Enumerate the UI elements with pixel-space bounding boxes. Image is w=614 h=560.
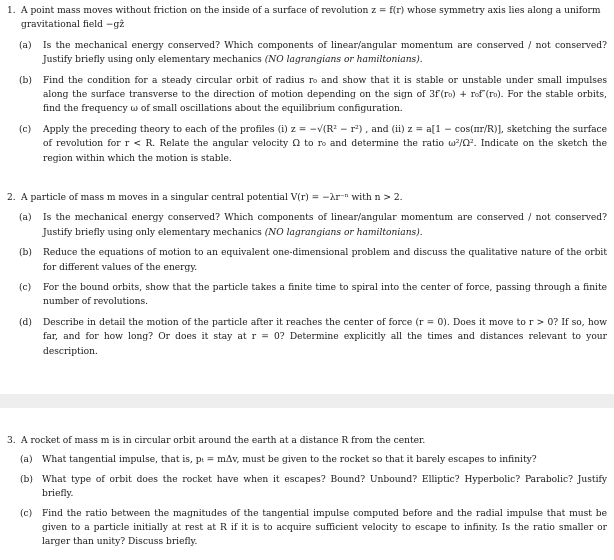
problem-3 (7, 434, 607, 550)
problem-1 (7, 4, 607, 166)
page-gap (0, 394, 614, 408)
part-note: (NO lagrangians or hamiltonians). (264, 227, 423, 238)
part-label: (a) (19, 40, 32, 51)
part-text: Describe in detail the motion of the particle after it reaches the center of force (r = 0). Does it move to r > 0? If so, how far, and for how long? Or does it stay at r = 0? Determine explicitly all the times and distances relevant to your description. (43, 317, 607, 357)
problem-statement: A rocket of mass m is in circular orbit around the earth at a distance R from the center. (21, 436, 426, 446)
part-label: (b) (19, 75, 32, 86)
problem-statement: A point mass moves without friction on the inside of a surface of revolution z = f(r) whose symmetry axis lies along a uniform gravitational field −gẑ (21, 6, 601, 31)
part-body: Is the mechanical energy conserved? Which components of linear/angular momentum are conserved / not conserved? Justify briefly using only elementary mechanics (43, 213, 607, 238)
part-text: Find the ratio between the magnitudes of the tangential impulse computed before and the radial impulse that must be given to a particle initially at rest at R if it is to acquire sufficient velocity to escape to infinity. Is the ratio smaller or larger than unity? Discuss briefly. (42, 508, 607, 548)
problem-part (7, 246, 607, 275)
part-label: (b) (19, 248, 32, 259)
problem-statement: A particle of mass m moves in a singular central potential V(r) = −λr⁻ⁿ with n > 2. (21, 193, 403, 203)
problem-number: 1. (7, 6, 16, 16)
problem-part (7, 507, 607, 550)
part-label: (c) (19, 124, 32, 135)
part-label: (a) (19, 213, 32, 224)
problem-part (7, 453, 607, 467)
part-label: (d) (19, 317, 32, 328)
part-text (43, 39, 607, 68)
part-text: Find the condition for a steady circular orbit of radius r₀ and show that it is stable or unstable under small impulses along the surface transverse to the direction of motion depending on the sign of 3f′(r₀) + r₀f″(r₀). For the stable orbits, find the frequency ω of small oscillations about the equilibrium configuration. (43, 75, 607, 115)
part-text: What type of orbit does the rocket have when it escapes? Bound? Unbound? Elliptic? Hyperbolic? Parabolic? Justify briefly. (42, 474, 607, 500)
part-label: (c) (19, 283, 32, 294)
part-note: (NO lagrangians or hamiltonians). (264, 55, 423, 66)
problem-number: 2. (7, 193, 16, 203)
part-label: (c) (20, 508, 33, 519)
problem-2 (7, 191, 607, 359)
problem-part (7, 281, 607, 310)
problem-part (7, 316, 607, 359)
part-text: Apply the preceding theory to each of the profiles (i) z = −√(R² − r²) , and (ii) z = a[1 − cos(πr/R)], sketching the surface of revolution for r < R. Relate the angular velocity Ω to r₀ and determine the ratio ω²/Ω². Indicate on the sketch the region within which the motion is stable. (43, 124, 607, 164)
problem-part (7, 211, 607, 240)
part-text: What tangential impulse, that is, pₜ = mΔv, must be given to the rocket so that it barely escapes to infinity? (42, 455, 537, 466)
problem-part (7, 39, 607, 68)
problem-part (7, 123, 607, 166)
problem-part (7, 74, 607, 117)
part-text: Reduce the equations of motion to an equivalent one-dimensional problem and discuss the qualitative nature of the orbit for different values of the energy. (43, 248, 607, 273)
part-text (43, 211, 607, 240)
part-body: Is the mechanical energy conserved? Which components of linear/angular momentum are conserved / not conserved? Justify briefly using only elementary mechanics (43, 40, 607, 66)
problem-number: 3. (7, 436, 16, 446)
part-label: (a) (20, 455, 33, 466)
problem-part (7, 473, 607, 502)
part-label: (b) (20, 474, 33, 485)
part-text: For the bound orbits, show that the particle takes a finite time to spiral into the center of force, passing through a finite number of revolutions. (43, 283, 607, 308)
